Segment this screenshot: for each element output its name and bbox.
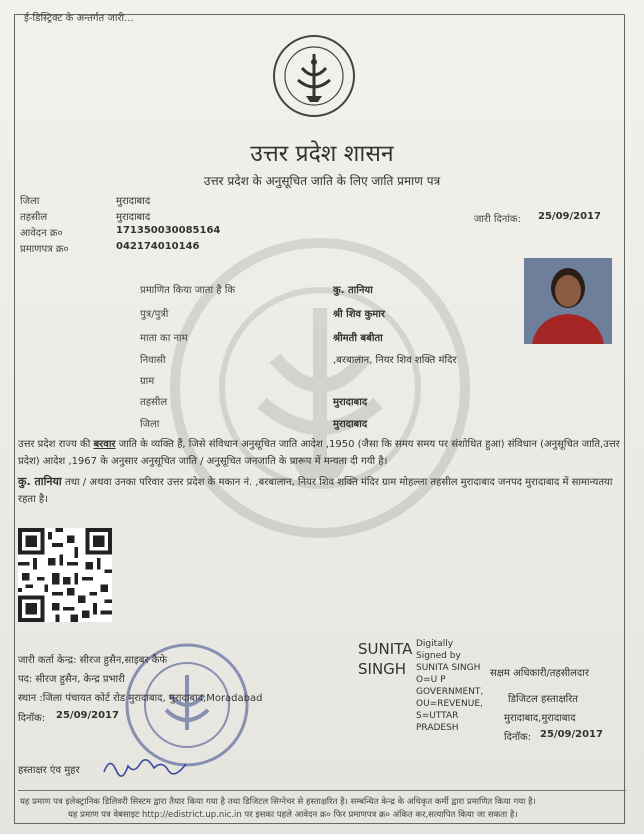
issue-date-label: जारी दिनांक: (474, 214, 521, 225)
page-subtitle: उत्तर प्रदेश के अनुसूचित जाति के लिए जाति प्रमाण पत्र (203, 174, 441, 188)
digital-signature-details: Digitally Signed by SUNITA SINGH O=U P GOVERNMENT, OU=REVENUE, S=UTTAR PRADESH (416, 639, 484, 733)
digital-signer-name-2: SINGH (358, 660, 407, 678)
meta-value-application-no: 171350030085164 (116, 225, 221, 236)
caste-name: बरवार (93, 439, 116, 450)
meta-label-tehsil: तहसील (20, 212, 48, 223)
authority-office: मुरादाबाद,मुरादाबाद (504, 713, 576, 724)
detail-label-parent: पुत्र/पुत्री (140, 309, 169, 320)
detail-label-certified: प्रमाणित किया जाता है कि (140, 285, 236, 296)
authority-date: 25/09/2017 (540, 729, 603, 740)
footer-divider (18, 790, 626, 791)
para1-start: उत्तर प्रदेश राज्य की (18, 439, 94, 450)
detail-value-father: श्री शिव कुमार (333, 309, 385, 320)
detail-value-name: कु. तानिया (333, 285, 373, 296)
detail-label-tehsil: तहसील (140, 397, 168, 408)
detail-value-tehsil: मुरादाबाद (333, 397, 368, 408)
handwritten-signature-icon (100, 752, 190, 780)
applicant-photo (524, 258, 612, 344)
sign-seal-label: हस्ताक्षर एंव मुहर (18, 765, 80, 776)
digital-signer-name-1: SUNITA (358, 640, 413, 658)
meta-value-district: मुरादाबाद (116, 196, 151, 207)
meta-value-certificate-no: 042174010146 (116, 241, 200, 252)
detail-value-mother: श्रीमती बबीता (333, 333, 383, 344)
issue-date: 25/09/2017 (538, 211, 601, 222)
para1-rest: जाति के व्यक्ति हैं, जिसे संविधान अनुसूचित जाति आदेश ,1950 (जैसा कि समय समय पर संशोधित हुआ) संविधान (अनुसूचित जाति,उत्तर प्रदेश) आदेश ,1967 के अनुसार अनुसूचित जाति / अनुसूचित जनजाति के प्रारूप में मन्यता दी गयी है। (18, 439, 620, 467)
top-note: ई-डिस्ट्रिक्ट के अन्तर्गत जारी... (24, 13, 134, 24)
page-title: उत्तर प्रदेश शासन (250, 141, 394, 167)
detail-label-resident: निवासी (140, 355, 166, 366)
issuer-date-label: दिनॉक: (18, 713, 46, 724)
up-emblem-icon (272, 34, 356, 118)
detail-value-district: मुरादाबाद (333, 419, 368, 430)
certificate-paragraph-2 (18, 473, 630, 508)
meta-value-tehsil: मुरादाबाद (116, 212, 151, 223)
para2-rest: तथा / अथवा उनका परिवार उत्तर प्रदेश के मकान नं. ,बरबालान, नियर शिव शक्ति मंदिर ग्राम मोहल्ला तहसील मुरादाबाद जनपद मुरादाबाद में सामान्यतया रहता है। (18, 477, 613, 505)
detail-label-village: ग्राम (140, 376, 155, 387)
detail-label-district: जिला (140, 419, 160, 430)
issuer-date: 25/09/2017 (56, 710, 119, 721)
detail-label-mother: माता का नाम (140, 333, 188, 344)
certificate-paragraph-1 (18, 436, 630, 470)
footer-line-1: यह प्रमाण पत्र इलेक्ट्रानिक डिलिवरी सिस्टम द्वारा तैयार किया गया है तथा डिजिटल सिग्नेचर से हस्ताक्षरित है। सम्बन्धित केन्द्र के अधिकृत कर्मी द्वारा प्रमाणित किया गया है। (20, 797, 536, 807)
meta-label-district: जिला (20, 196, 40, 207)
detail-value-resident: ,बरबालान, नियर शिव शक्ति मंदिर (333, 355, 457, 366)
issuer-center: जारी कर्ता केन्द्र: सीरज हुसैन,साइबर कैफे (18, 655, 168, 666)
para2-name: कु. तानिया (18, 475, 62, 488)
authority-role: सक्षम अधिकारी/तहसीलदार (490, 668, 589, 679)
meta-label-certificate-no: प्रमाणपत्र क्र० (20, 244, 69, 255)
issuer-post: पद: सीरज हुसैन, केन्द्र प्रभारी (18, 674, 125, 685)
authority-date-label: दिनॉक: (504, 732, 532, 743)
qr-code-icon (18, 528, 112, 622)
authority-digital-sign: डिजिटल हस्ताक्षरित (508, 694, 578, 705)
meta-label-application-no: आवेदन क्र० (20, 228, 63, 239)
issuer-place: स्थान :जिला पंचायत कोर्ट रोड मुरादाबाद, मुरादाबाद,Moradabad (18, 693, 263, 704)
footer-line-2: यह प्रमाण पत्र वेबसाइट http://edistrict.up.nic.in पर इसका पहले आवेदन क्र० फिर प्रमाणपत्र क्र० अंकित कर,सत्यापित किया जा सकता है। (68, 810, 518, 820)
